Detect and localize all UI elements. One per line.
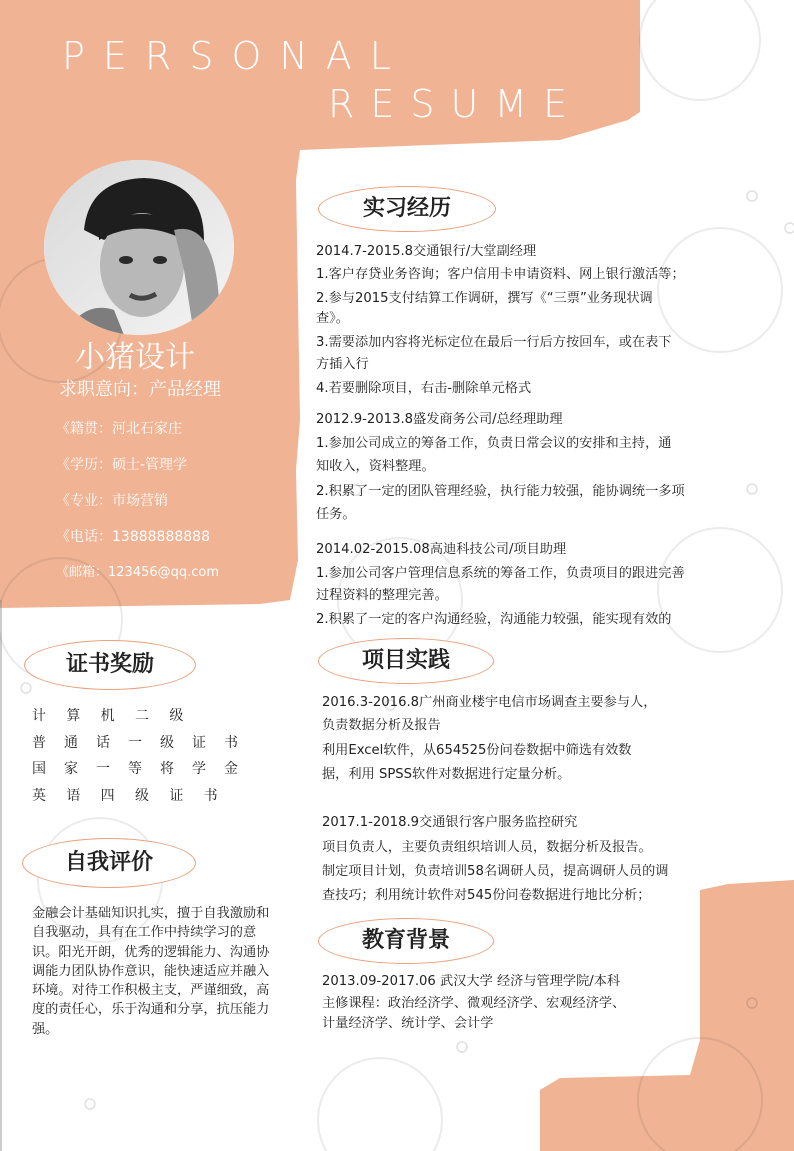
certificate-item	[32, 783, 218, 810]
text-line: 查》。	[316, 311, 349, 326]
certificate-char: 书	[203, 787, 218, 804]
text-line: 方插入行	[316, 357, 369, 372]
text-line: 2.积累了一定的团队管理经验，执行能力较强，能协调统一多项	[316, 484, 685, 499]
section-title-internship: 实习经历	[318, 186, 496, 232]
certificate-item	[32, 756, 238, 783]
text-line: 主修课程：政治经济学、微观经济学、宏观经济学、	[322, 996, 626, 1011]
certificate-char: 证	[192, 734, 206, 751]
certificate-char: 一	[96, 761, 110, 777]
info-phone: 《电话：13888888888	[56, 529, 210, 545]
certificate-char: 学	[192, 761, 206, 777]
certificate-char: 证	[169, 787, 184, 804]
text-line: 查技巧；利用统计软件对545份问卷数据进行地比分析；	[322, 888, 651, 903]
profile-name: 小猪设计	[75, 340, 195, 375]
text-line: 利用Excel软件，从654525份问卷数据中筛选有效数	[322, 743, 632, 758]
job-intent: 求职意向：产品经理	[59, 379, 221, 400]
certificate-char: 语	[66, 787, 81, 804]
text-line: 2014.7-2015.8交通银行/大堂副经理	[316, 244, 537, 259]
text-line: 4.若要删除项目，右击-删除单元格式	[316, 381, 532, 396]
certificate-char: 普	[32, 734, 46, 751]
text-line: 1.参加公司客户管理信息系统的筹备工作，负责项目的跟进完善	[316, 566, 685, 581]
self-eval-text: 金融会计基础知识扎实，擅于自我激励和自我驱动，具有在工作中持续学习的意识。阳光开朗，优秀的逻辑能力、沟通协调能力团队协作意识，能快速适应并融入环境。对待工作积极主支，严谨细致，高度的责任心，乐于沟通和分享，抗压能力强。	[32, 906, 270, 1037]
certificate-char: 一	[128, 734, 142, 751]
certificate-char: 金	[224, 761, 238, 777]
certificate-char: 书	[224, 734, 238, 751]
certificate-char: 家	[64, 761, 78, 777]
certificate-char: 机	[100, 708, 115, 724]
accent-shape-right	[540, 880, 794, 1151]
portrait-image	[44, 160, 234, 335]
text-line: 2014.02-2015.08高迪科技公司/项目助理	[316, 542, 567, 557]
certificate-char: 等	[128, 761, 142, 777]
text-line: 据，利用 SPSS软件对数据进行定量分析。	[322, 767, 571, 782]
certificate-char: 计	[32, 708, 46, 724]
certificate-char: 通	[64, 734, 78, 751]
text-line: 任务。	[316, 507, 356, 522]
certificate-list	[32, 703, 238, 809]
text-line: 2016.3-2016.8广州商业楼宇电信市场调查主要参与人，	[322, 695, 657, 710]
certificate-item	[32, 703, 183, 730]
text-line: 1.客户存贷业务咨询；客户信用卡申请资料、网上银行激活等；	[316, 267, 685, 282]
certificate-char: 级	[169, 708, 184, 724]
certificate-char: 二	[134, 708, 149, 724]
section-title-education: 教育背景	[318, 918, 494, 964]
resume-title-line2: RESUME	[328, 82, 584, 126]
text-line: 项目负责人，主要负责组织培训人员，数据分析及报告。	[322, 840, 652, 855]
text-line: 负责数据分析及报告	[322, 718, 441, 733]
text-line: 2.积累了一定的客户沟通经验，沟通能力较强，能实现有效的	[316, 612, 672, 627]
text-line: 2017.1-2018.9交通银行客户服务监控研究	[322, 815, 578, 830]
text-line: 2.参与2015支付结算工作调研，撰写《“三票”业务现状调	[316, 291, 653, 306]
certificate-char: 话	[96, 734, 110, 751]
certificate-char: 将	[160, 761, 174, 777]
info-education: 《学历：硕士-管理学	[56, 457, 188, 473]
text-line: 3.需要添加内容将光标定位在最后一行后方按回车，或在表下	[316, 335, 672, 350]
text-line: 知收入，资料整理。	[316, 459, 435, 474]
text-line: 过程资料的整理完善。	[316, 588, 448, 603]
section-title-self-eval: 自我评价	[22, 838, 196, 888]
certificate-char: 国	[32, 761, 46, 777]
section-title-projects: 项目实践	[318, 638, 494, 684]
resume-title-line1: PERSONAL	[62, 34, 409, 78]
certificate-item	[32, 730, 238, 757]
certificate-char: 级	[160, 734, 174, 751]
info-hometown: 《籍贯：河北石家庄	[56, 421, 182, 437]
certificate-char: 算	[66, 708, 81, 724]
section-title-certificates: 证书奖励	[24, 640, 196, 690]
text-line: 2012.9-2013.8盛发商务公司/总经理助理	[316, 412, 563, 427]
text-line: 1.参加公司成立的筹备工作，负责日常会议的安排和主持，通	[316, 436, 672, 451]
text-line: 2013.09-2017.06 武汉大学 经济与管理学院/本科	[322, 974, 621, 989]
certificate-char: 英	[32, 787, 46, 804]
certificate-char: 四	[100, 787, 115, 804]
certificate-char: 级	[134, 787, 149, 804]
profile-photo	[44, 160, 234, 335]
info-email: 《邮箱：123456@qq.com	[56, 565, 220, 580]
text-line: 制定项目计划，负责培训58名调研人员，提高调研人员的调	[322, 864, 669, 879]
text-line: 计量经济学、统计学、会计学	[322, 1016, 494, 1031]
info-major: 《专业：市场营销	[56, 493, 168, 509]
